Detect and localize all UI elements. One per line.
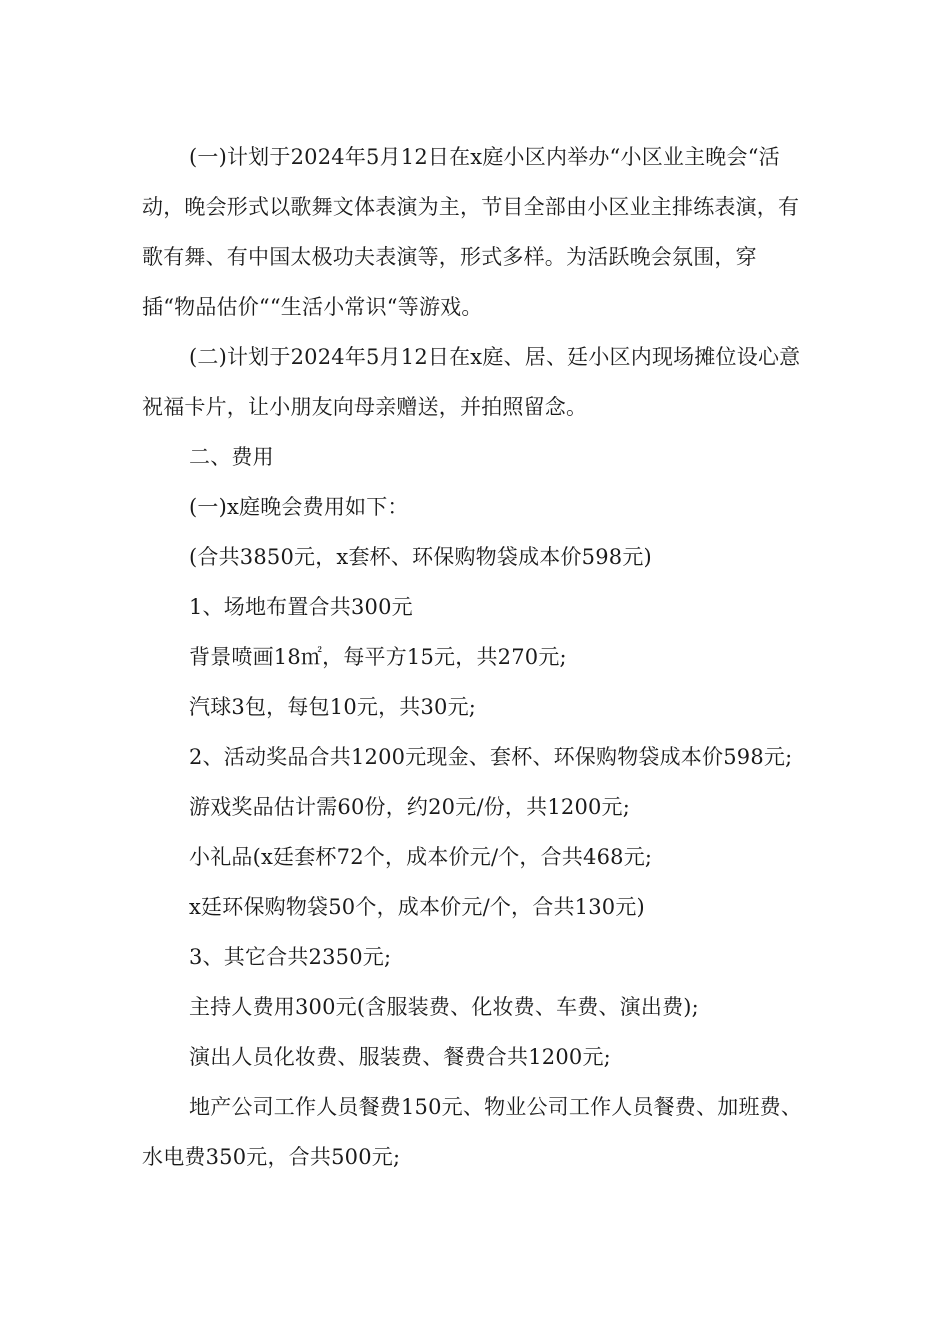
item-staff-meals: 地产公司工作人员餐费150元、物业公司工作人员餐费、加班费、水电费350元，合共500元; <box>142 1095 803 1169</box>
item-small-gifts: 小礼品(x廷套杯72个，成本价元/个，合共468元; <box>189 845 653 869</box>
item-other-total: 3、其它合共2350元; <box>189 945 392 969</box>
document-body <box>142 132 807 1182</box>
item-host-fee: 主持人费用300元(含服装费、化妆费、车费、演出费); <box>189 995 699 1019</box>
item-venue-setup: 1、场地布置合共300元 <box>189 595 413 619</box>
item-shopping-bags: x廷环保购物袋50个，成本价元/个，合共130元) <box>189 895 645 919</box>
item-game-prizes: 游戏奖品估计需60份，约20元/份，共1200元; <box>189 795 631 819</box>
item-prizes: 2、活动奖品合共1200元现金、套杯、环保购物袋成本价598元; <box>189 745 793 769</box>
paragraph-plan-one: (一)计划于2024年5月12日在x庭小区内举办“小区业主晚会“活动，晚会形式以歌舞文体表演为主，节目全部由小区业主排练表演，有歌有舞、有中国太极功夫表演等，形式多样。为活跃晚会氛围，穿插“物品估价““生活小常识“等游戏。 <box>142 145 800 319</box>
paragraph-costs-total: (合共3850元，x套杯、环保购物袋成本价598元) <box>189 545 652 569</box>
item-backdrop-print: 背景喷画18㎡，每平方15元，共270元; <box>189 645 567 669</box>
item-performer-costs: 演出人员化妆费、服装费、餐费合共1200元; <box>189 1045 611 1069</box>
item-balloons: 汽球3包，每包10元，共30元; <box>189 695 477 719</box>
paragraph-costs-intro: (一)x庭晚会费用如下： <box>189 495 409 519</box>
paragraph-plan-two: (二)计划于2024年5月12日在x庭、居、廷小区内现场摊位设心意祝福卡片，让小朋友向母亲赠送，并拍照留念。 <box>142 345 801 419</box>
section-heading-costs: 二、费用 <box>189 445 274 469</box>
